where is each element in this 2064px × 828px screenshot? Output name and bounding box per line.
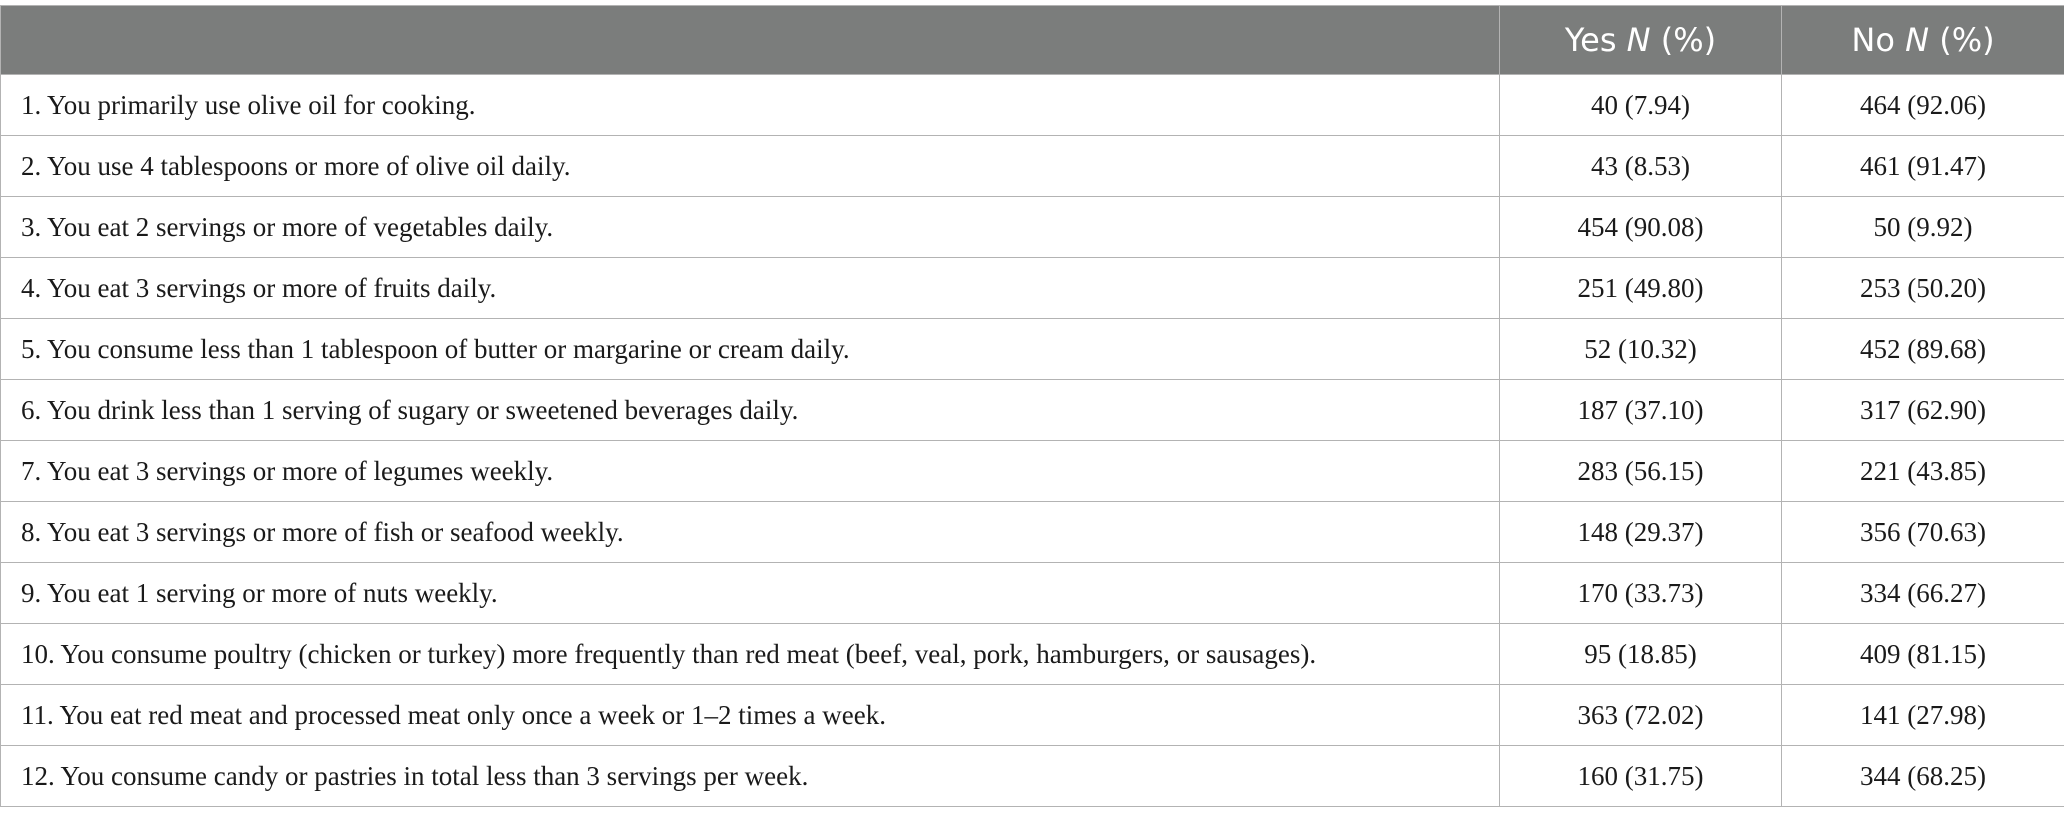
- header-yes-suffix: (%): [1650, 21, 1717, 59]
- row-yes-value: 43 (8.53): [1500, 136, 1782, 197]
- header-no-n: N: [1905, 21, 1930, 59]
- row-no-value: 334 (66.27): [1782, 563, 2064, 624]
- row-yes-value: 170 (33.73): [1500, 563, 1782, 624]
- row-yes-value: 187 (37.10): [1500, 380, 1782, 441]
- table-row: [1, 319, 2064, 380]
- row-yes-value: 95 (18.85): [1500, 624, 1782, 685]
- header-no-prefix: No: [1851, 21, 1906, 59]
- row-no-value: 464 (92.06): [1782, 75, 2064, 136]
- row-item-text: 2. You use 4 tablespoons or more of olive oil daily.: [1, 136, 1500, 197]
- row-no-value: 452 (89.68): [1782, 319, 2064, 380]
- header-yes: [1500, 6, 1782, 75]
- row-no-value: 50 (9.92): [1782, 197, 2064, 258]
- row-no-value: 317 (62.90): [1782, 380, 2064, 441]
- table-row: [1, 75, 2064, 136]
- row-yes-value: 454 (90.08): [1500, 197, 1782, 258]
- row-no-value: 221 (43.85): [1782, 441, 2064, 502]
- row-no-value: 141 (27.98): [1782, 685, 2064, 746]
- table-row: [1, 502, 2064, 563]
- row-item-text: 10. You consume poultry (chicken or turkey) more frequently than red meat (beef, veal, pork, hamburgers, or sausages).: [1, 624, 1500, 685]
- row-yes-value: 160 (31.75): [1500, 746, 1782, 807]
- row-item-text: 3. You eat 2 servings or more of vegetables daily.: [1, 197, 1500, 258]
- row-item-text: 11. You eat red meat and processed meat only once a week or 1–2 times a week.: [1, 685, 1500, 746]
- row-item-text: 1. You primarily use olive oil for cooking.: [1, 75, 1500, 136]
- mediterranean-diet-table: [0, 5, 2064, 807]
- header-item: [1, 6, 1500, 75]
- table-row: [1, 685, 2064, 746]
- header-yes-n: N: [1626, 21, 1651, 59]
- row-item-text: 9. You eat 1 serving or more of nuts weekly.: [1, 563, 1500, 624]
- row-yes-value: 52 (10.32): [1500, 319, 1782, 380]
- header-yes-prefix: Yes: [1564, 21, 1627, 59]
- table-row: [1, 441, 2064, 502]
- data-table-container: [0, 5, 2064, 807]
- table-body: [1, 75, 2064, 807]
- header-no: [1782, 6, 2064, 75]
- row-yes-value: 40 (7.94): [1500, 75, 1782, 136]
- row-no-value: 409 (81.15): [1782, 624, 2064, 685]
- row-no-value: 356 (70.63): [1782, 502, 2064, 563]
- row-yes-value: 283 (56.15): [1500, 441, 1782, 502]
- row-no-value: 253 (50.20): [1782, 258, 2064, 319]
- row-item-text: 7. You eat 3 servings or more of legumes weekly.: [1, 441, 1500, 502]
- table-row: [1, 197, 2064, 258]
- row-item-text: 8. You eat 3 servings or more of fish or seafood weekly.: [1, 502, 1500, 563]
- table-row: [1, 624, 2064, 685]
- table-row: [1, 380, 2064, 441]
- row-yes-value: 363 (72.02): [1500, 685, 1782, 746]
- row-yes-value: 148 (29.37): [1500, 502, 1782, 563]
- row-item-text: 5. You consume less than 1 tablespoon of butter or margarine or cream daily.: [1, 319, 1500, 380]
- table-header-row: [1, 6, 2064, 75]
- table-row: [1, 258, 2064, 319]
- table-row: [1, 136, 2064, 197]
- row-item-text: 12. You consume candy or pastries in total less than 3 servings per week.: [1, 746, 1500, 807]
- row-no-value: 344 (68.25): [1782, 746, 2064, 807]
- row-item-text: 4. You eat 3 servings or more of fruits daily.: [1, 258, 1500, 319]
- row-item-text: 6. You drink less than 1 serving of sugary or sweetened beverages daily.: [1, 380, 1500, 441]
- table-row: [1, 746, 2064, 807]
- row-yes-value: 251 (49.80): [1500, 258, 1782, 319]
- row-no-value: 461 (91.47): [1782, 136, 2064, 197]
- table-row: [1, 563, 2064, 624]
- header-no-suffix: (%): [1929, 21, 1995, 59]
